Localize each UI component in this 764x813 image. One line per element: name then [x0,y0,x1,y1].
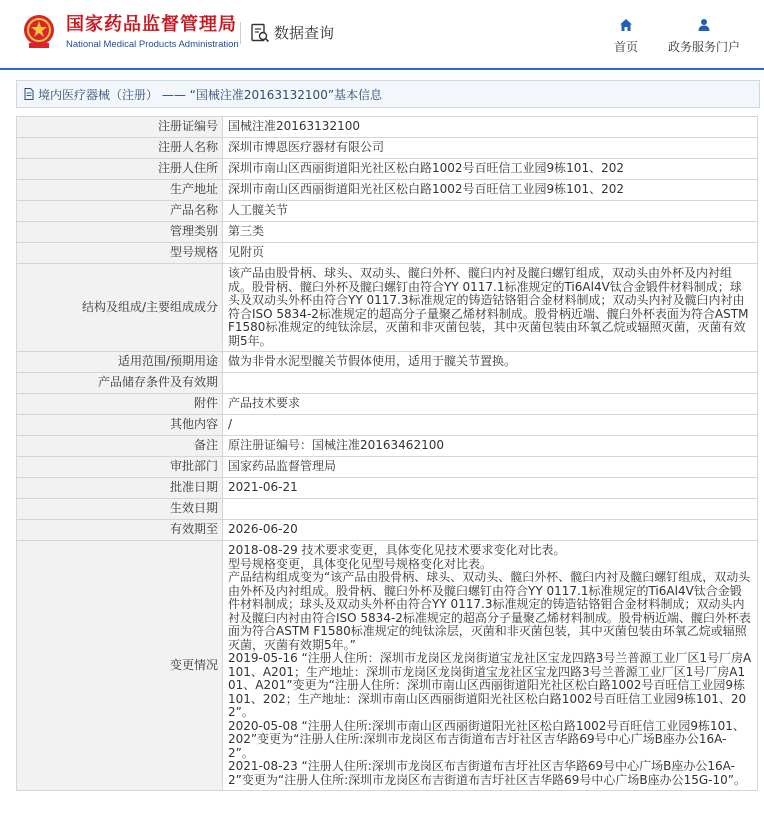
table-row [17,415,758,436]
field-value: 第三类 [223,222,758,243]
table-row [17,499,758,520]
field-label: 结构及组成/主要组成成分 [17,264,223,352]
field-value: 深圳市南山区西丽街道阳光社区松白路1002号百旺信工业园9栋101、202 [223,159,758,180]
breadcrumb [16,80,760,108]
nav-service-portal[interactable] [668,18,740,55]
table-row [17,264,758,352]
change-log-entry: 2021-08-23 “注册人住所:深圳市龙岗区布吉街道布吉圩社区吉华路69号中心广场B座办公16A-2”变更为“注册人住所:深圳市龙岗区布吉街道布吉圩社区吉华路69号中心广场B座办公15G-10”。 [228,759,747,787]
field-label: 注册证编号 [17,117,223,138]
table-row [17,243,758,264]
change-log-entry: 2019-05-16 “注册人住所：深圳市龙岗区龙岗街道宝龙社区宝龙四路3号兰普源工业厂区1号厂房A101、A201；生产地址：深圳市龙岗区龙岗街道宝龙社区宝龙四路3号兰普源工业厂区1号厂房A101、A201”变更为“注册人住所：深圳市南山区西丽街道阳光社区松白路1002号百旺信工业园9栋101、202；生产地址：深圳市南山区西丽街道阳光社区松白路1002号百旺信工业园9栋101、202”。 [228,651,752,719]
field-value: 原注册证编号：国械注准20163462100 [223,436,758,457]
change-log-entry: 2020-05-08 “注册人住所:深圳市南山区西丽街道阳光社区松白路1002号百旺信工业园9栋101、202”变更为“注册人住所:深圳市龙岗区布吉街道布吉圩社区吉华路69号中心广场B座办公16A-2”。 [228,718,745,760]
brand-name-en: National Medical Products Administration [66,39,239,50]
field-value: 该产品由股骨柄、球头、双动头、髋臼外杯、髋臼内衬及髋臼螺钉组成，双动头由外杯及内衬组成。股骨柄、髋臼外杯及髋臼螺钉由符合YY 0117.1标准规定的Ti6Al4V钛合金锻件材料制成；球头及双动头外杯由符合YY 0117.3标准规定的铸造钴铬钼合金材料制成；双动头内衬及髋臼内衬由符合ISO 5834-2标准规定的超高分子量聚乙烯材料制成。股骨柄近端、髋臼外杯表面为符合ASTM F1580标准规定的纯钛涂层，灭菌和非灭菌包装，其中灭菌包装由环氧乙烷或辐照灭菌，灭菌有效期5年。 [223,264,758,352]
table-row [17,457,758,478]
field-label: 注册人名称 [17,138,223,159]
field-value: 国械注准20163132100 [223,117,758,138]
change-log-entry: 2018-08-29 技术要求变更，具体变化见技术要求变化对比表。 [228,543,566,557]
field-label: 批准日期 [17,478,223,499]
table-row [17,117,758,138]
change-log-label: 变更情况 [17,541,223,791]
field-value: 深圳市博恩医疗器材有限公司 [223,138,758,159]
table-row [17,222,758,243]
home-icon [619,18,633,32]
field-label: 型号规格 [17,243,223,264]
brand-name-cn: 国家药品监督管理局 [66,14,237,35]
field-value: 2021-06-21 [223,478,758,499]
site-header [0,0,764,68]
field-label: 审批部门 [17,457,223,478]
field-value: 产品技术要求 [223,394,758,415]
data-query-label: 数据查询 [274,24,335,42]
field-value: 国家药品监督管理局 [223,457,758,478]
change-log-entry: 型号规格变更，具体变化见型号规格变化对比表。 [228,556,493,571]
brand[interactable] [66,14,239,52]
field-value [223,499,758,520]
table-row [17,436,758,457]
field-label: 其他内容 [17,415,223,436]
field-label: 生效日期 [17,499,223,520]
field-label: 管理类别 [17,222,223,243]
table-row [17,520,758,541]
nav-service-label: 政务服务门户 [668,40,741,54]
change-log-entry: 产品结构组成变为“该产品由股骨柄、球头、双动头、髋臼外杯、髋臼内衬及髋臼螺钉组成，双动头由外杯及内衬组成。股骨柄、髋臼外杯及髋臼螺钉由符合YY 0117.1标准规定的Ti6Al4V钛合金锻件材料制成；球头及双动头外杯由符合YY 0117.3标准规定的铸造钴铬钼合金材料制成；双动头内衬及髋臼内衬由符合ISO 5834-2标准规定的超高分子量聚乙烯材料制成。股骨柄近端、髋臼外杯表面为符合ASTM F1580标准规定的纯钛涂层，灭菌和非灭菌包装，其中灭菌包装由环氧乙烷或辐照灭菌，灭菌有效期5年。” [228,570,751,652]
data-query-title [250,22,334,43]
change-log-value [223,541,758,791]
change-log-row [17,541,758,791]
header-divider [240,22,241,44]
registration-info-table [16,116,758,791]
field-label: 生产地址 [17,180,223,201]
breadcrumb-text: 境内医疗器械（注册） —— “国械注准20163132100”基本信息 [38,87,383,102]
field-label: 有效期至 [17,520,223,541]
field-label: 适用范围/预期用途 [17,352,223,373]
user-icon [697,18,711,32]
field-value: 深圳市南山区西丽街道阳光社区松白路1002号百旺信工业园9栋101、202 [223,180,758,201]
field-label: 附件 [17,394,223,415]
nav-home[interactable] [614,18,638,55]
field-value: 做为非骨水泥型髋关节假体使用，适用于髋关节置换。 [223,352,758,373]
field-label: 产品储存条件及有效期 [17,373,223,394]
table-row [17,394,758,415]
table-row [17,180,758,201]
table-row [17,373,758,394]
field-value: 见附页 [223,243,758,264]
table-row [17,478,758,499]
table-row [17,159,758,180]
table-row [17,138,758,159]
document-icon [23,88,35,100]
national-emblem-icon [22,14,56,50]
document-search-icon [250,23,270,43]
table-row [17,201,758,222]
field-label: 注册人住所 [17,159,223,180]
field-label: 备注 [17,436,223,457]
header-accent-line [0,68,764,70]
field-value [223,373,758,394]
table-row [17,352,758,373]
field-value: / [223,415,758,436]
field-label: 产品名称 [17,201,223,222]
field-value: 人工髋关节 [223,201,758,222]
field-value: 2026-06-20 [223,520,758,541]
nav-home-label: 首页 [614,40,639,54]
